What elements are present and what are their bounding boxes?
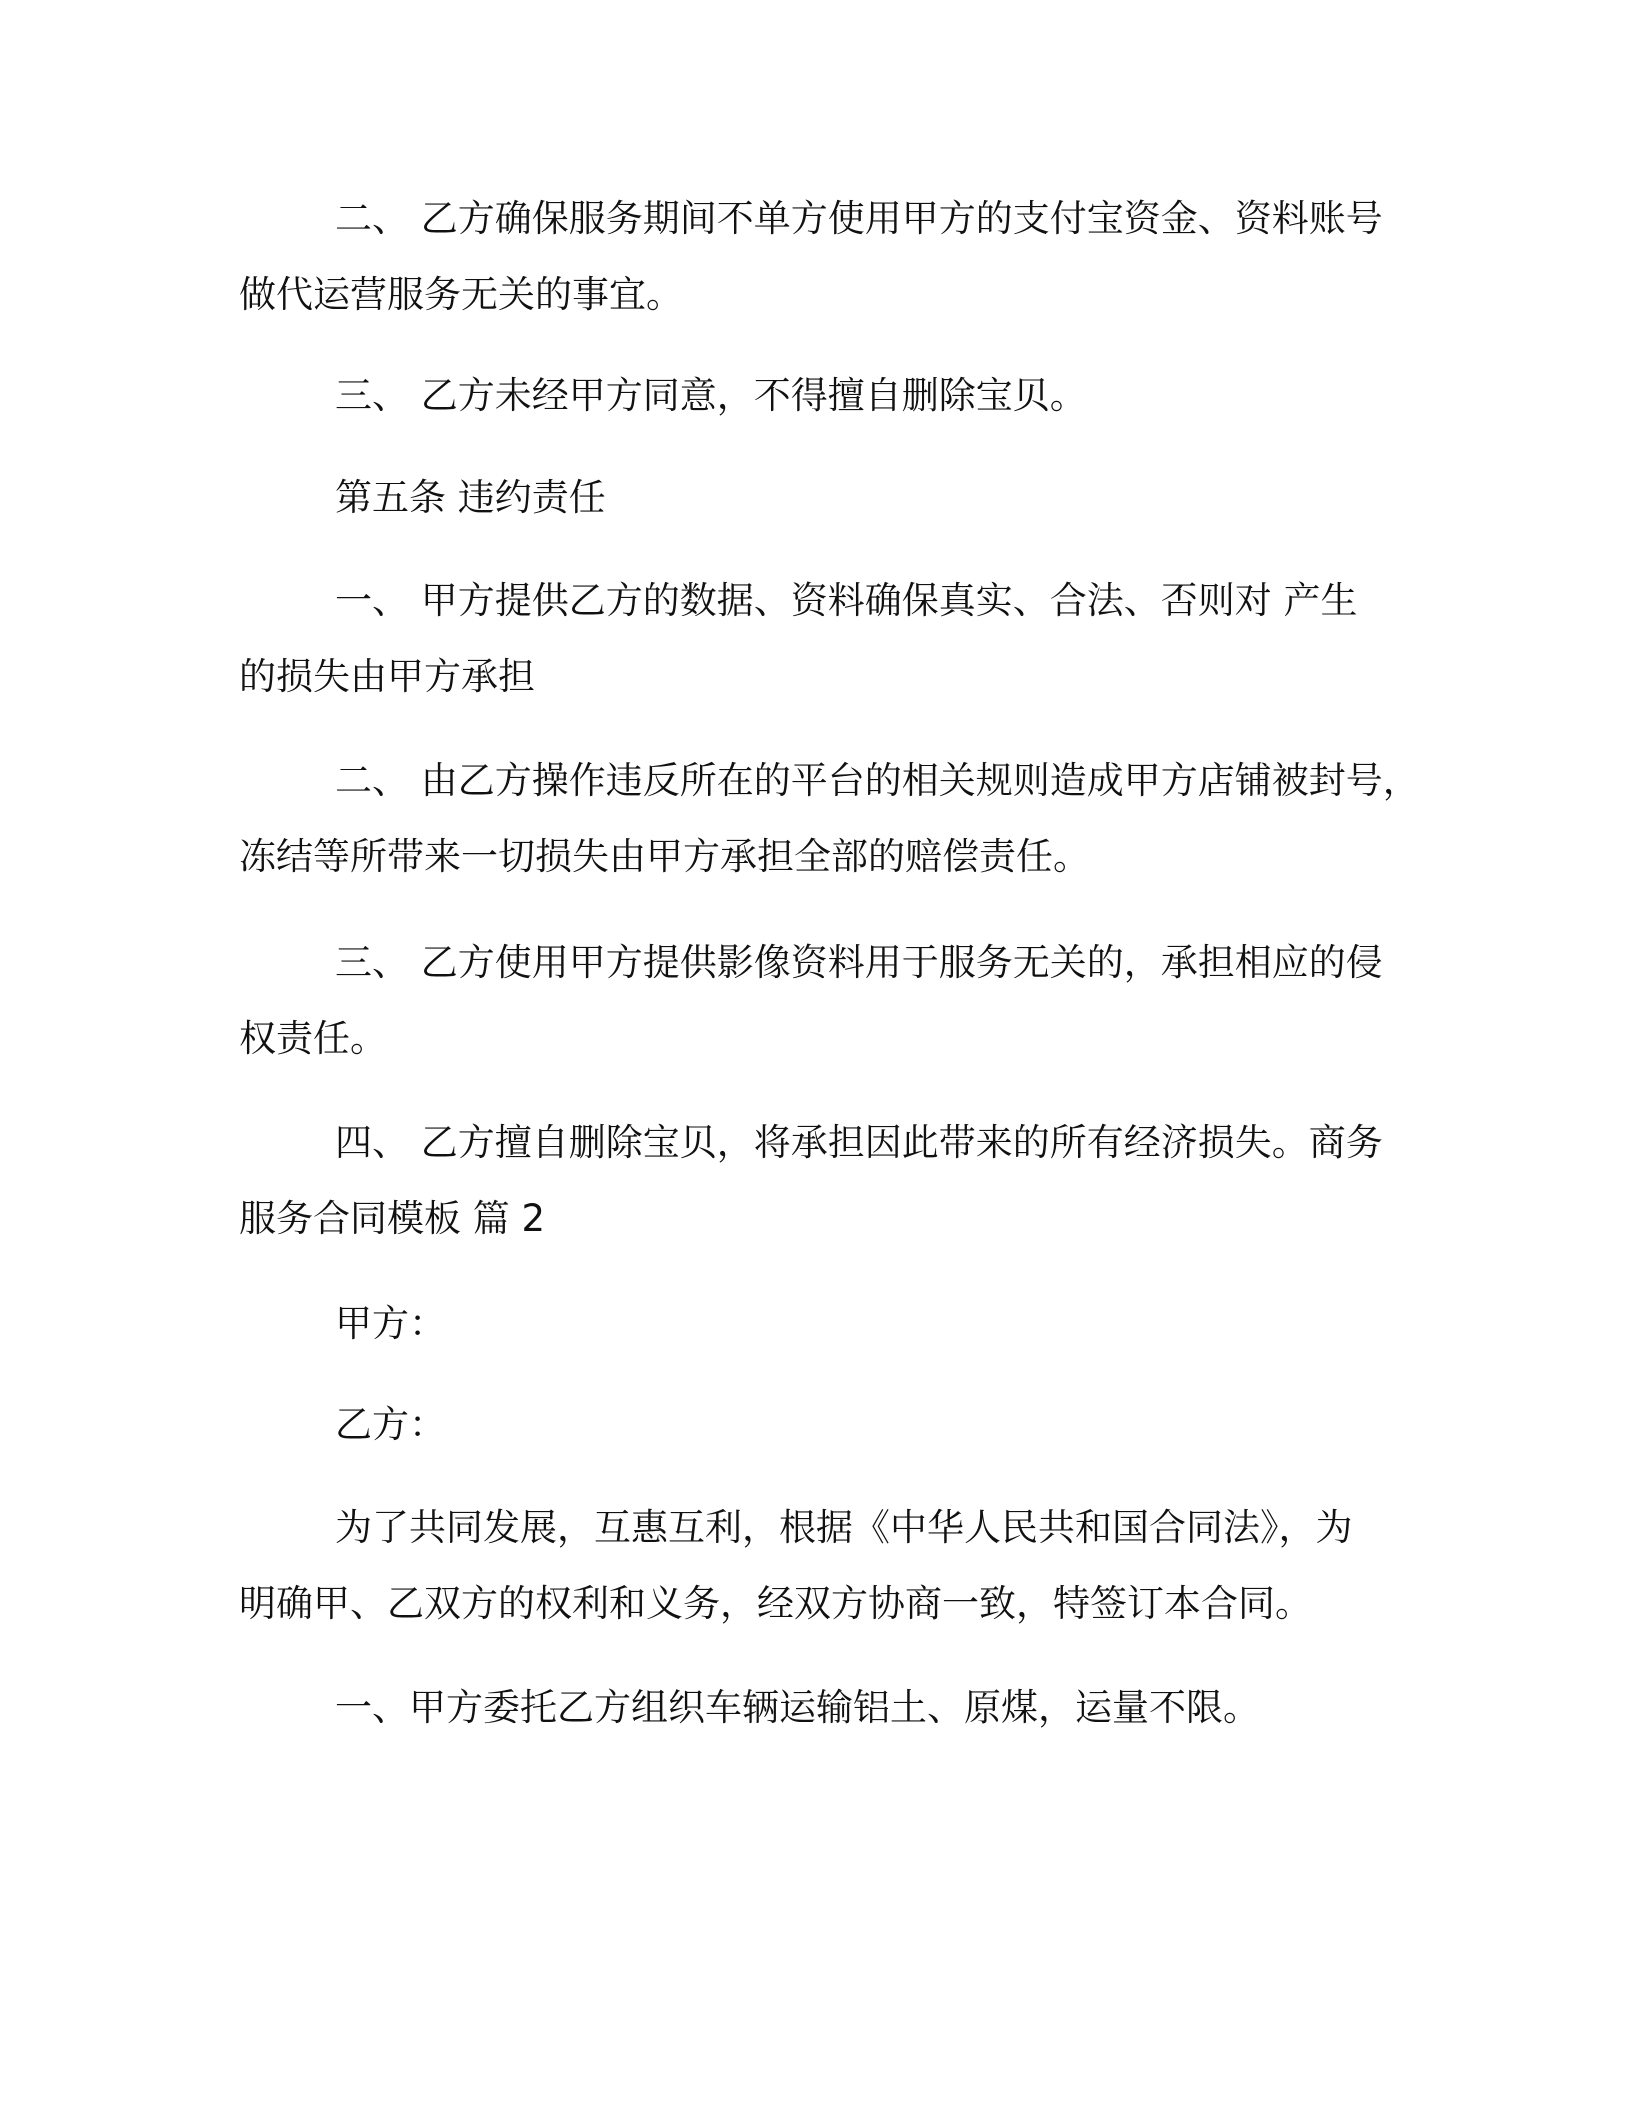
- paragraph-line: 三、 乙方未经甲方同意，不得擅自删除宝贝。: [335, 374, 1087, 417]
- paragraph-line: 一、甲方委托乙方组织车辆运输铝土、原煤，运量不限。: [335, 1686, 1260, 1729]
- paragraph-line: 四、 乙方擅自删除宝贝，将承担因此带来的所有经济损失。商务: [335, 1121, 1383, 1164]
- party-b-label: [239, 1387, 1404, 1463]
- paragraph-transport-clause-1: [239, 1670, 1404, 1746]
- paragraph-line: 乙方：: [335, 1403, 446, 1446]
- paragraph-line: 做代运营服务无关的事宜。: [239, 273, 683, 316]
- paragraph-line: 的损失由甲方承担: [239, 655, 535, 698]
- paragraph-liability-2: [239, 743, 1420, 895]
- paragraph-clause-2-fund-usage: [239, 181, 1404, 333]
- paragraph-clause-3-delete-items: [239, 358, 1404, 434]
- paragraph-line: 为了共同发展，互惠互利，根据《中华人民共和国合同法》，为: [335, 1506, 1353, 1549]
- paragraph-line: 一、 甲方提供乙方的数据、资料确保真实、合法、否则对 产生: [335, 579, 1358, 622]
- section-heading-breach-liability: [239, 460, 1404, 536]
- paragraph-line: 甲方：: [335, 1302, 446, 1345]
- paragraph-line: 三、 乙方使用甲方提供影像资料用于服务无关的，承担相应的侵: [335, 941, 1383, 984]
- section-heading-text: 第五条 违约责任: [335, 476, 606, 519]
- paragraph-line: 二、 乙方确保服务期间不单方使用甲方的支付宝资金、资料账号: [335, 197, 1383, 240]
- paragraph-line: 权责任。: [239, 1017, 387, 1060]
- paragraph-preamble: [239, 1490, 1404, 1642]
- paragraph-liability-4: [239, 1105, 1404, 1257]
- paragraph-line: 二、 由乙方操作违反所在的平台的相关规则造成甲方店铺被封号，: [335, 759, 1420, 802]
- paragraph-liability-1: [239, 563, 1404, 715]
- party-a-label: [239, 1286, 1404, 1362]
- paragraph-line: 服务合同模板 篇 2: [239, 1197, 546, 1240]
- paragraph-line: 明确甲、乙双方的权利和义务，经双方协商一致，特签订本合同。: [239, 1582, 1312, 1625]
- paragraph-liability-3: [239, 925, 1404, 1077]
- paragraph-line: 冻结等所带来一切损失由甲方承担全部的赔偿责任。: [239, 835, 1090, 878]
